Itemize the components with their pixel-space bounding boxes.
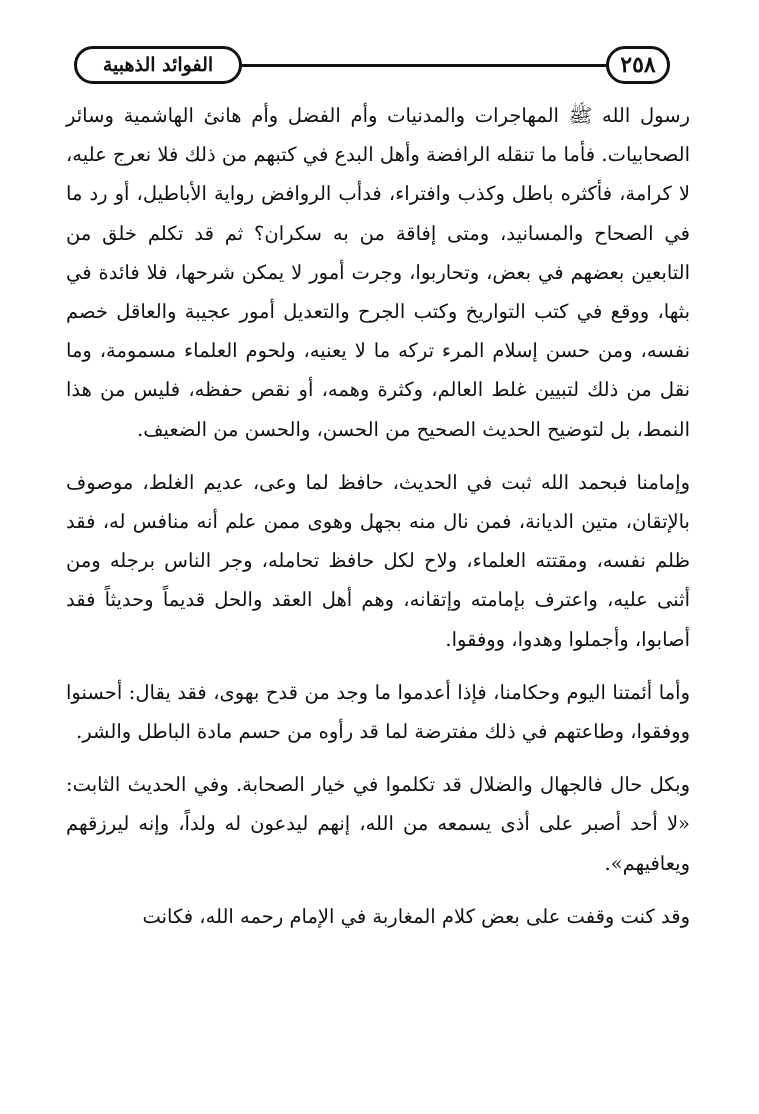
paragraph-3: وأما أئمتنا اليوم وحكامنا، فإذا أعدموا ما وجد من قدح بهوى، فقد يقال: أحسنوا ووفقوا، وطاعتهم في ذلك مفترضة لما قد رأوه من حسم مادة الباطل والشر. xyxy=(66,680,690,744)
paragraph-4: وبكل حال فالجهال والضلال قد تكلموا في خيار الصحابة. وفي الحديث الثابت: «لا أحد أصبر على أذى يسمعه من الله، إنهم ليدعون له ولداً، وإنه ليرزقهم ويعافيهم». xyxy=(66,773,690,875)
page-body xyxy=(66,96,690,950)
paragraph-5: وقد كنت وقفت على بعض كلام المغاربة في الإمام رحمه الله، فكانت xyxy=(142,904,690,928)
header-rule xyxy=(239,64,608,67)
page-header xyxy=(74,40,670,90)
book-title: الفوائد الذهبية xyxy=(74,46,242,84)
paragraph-1: رسول الله ﷺ المهاجرات والمدنيات وأم الفضل وأم هانئ الهاشمية وسائر الصحابيات. فأما ما تنقله الرافضة وأهل البدع في كتبهم من ذلك فلا نعرج عليه، لا كرامة، فأكثره باطل وكذب وافتراء، فدأب الروافض رواية الأباطيل، أو رد ما في الصحاح والمسانيد، ومتى إفاقة من به سكران؟ ثم قد تكلم خلق من التابعين بعضهم في بعض، وتحاربوا، وجرت أمور لا يمكن شرحها، فلا فائدة في بثها، ووقع في كتب التواريخ وكتب الجرح والتعديل أمور عجيبة والعاقل خصم نفسه، ومن حسن إسلام المرء تركه ما لا يعنيه، ولحوم العلماء مسمومة، وما نقل من ذلك لتبيين غلط العالم، وكثرة وهمه، أو نقص حفظه، فليس من هذا النمط، بل لتوضيح الحديث الصحيح من الحسن، والحسن من الضعيف. xyxy=(66,104,690,441)
paragraph-2: وإمامنا فبحمد الله ثبت في الحديث، حافظ لما وعى، عديم الغلط، موصوف بالإتقان، متين الديانة، فمن نال منه بجهل وهوى ممن علم أنه منافس له، فقد ظلم نفسه، ومقتته العلماء، ولاح لكل حافظ تحامله، وجر الناس برجله ومن أثنى عليه، واعترف بإمامته وإتقانه، وهم أهل العقد والحل قديماً وحديثاً فقد أصابوا، وأجملوا وهدوا، ووفقوا. xyxy=(66,470,690,651)
page-number: ٢٥٨ xyxy=(606,46,670,84)
